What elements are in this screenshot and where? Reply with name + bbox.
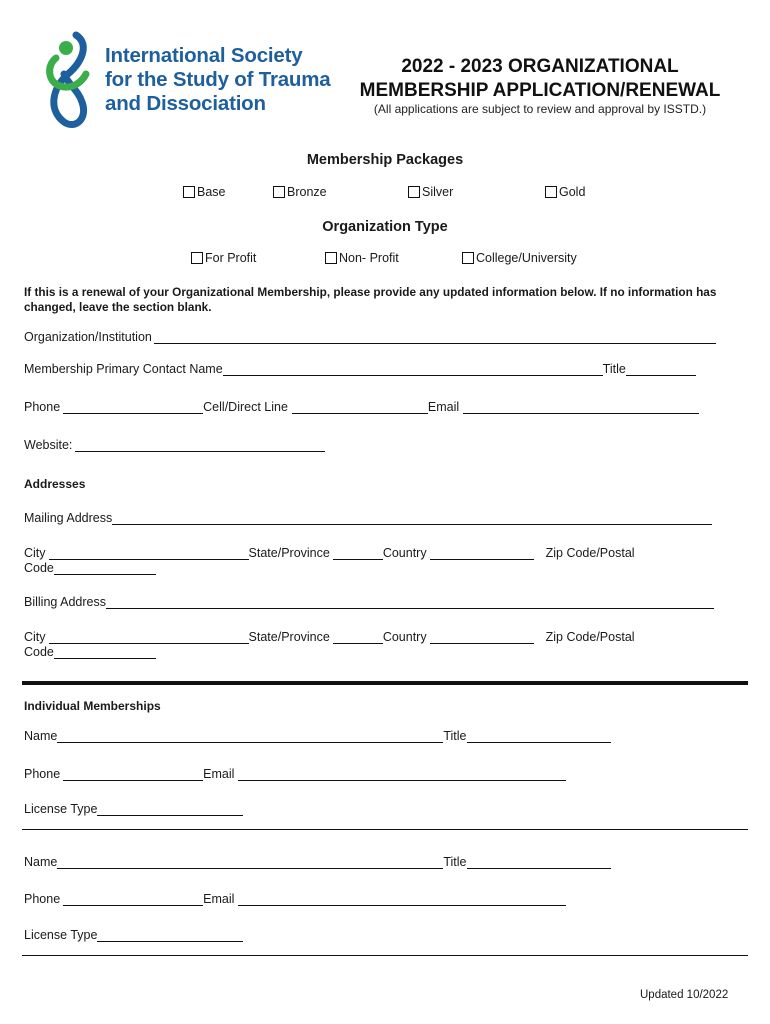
country-input-line[interactable] xyxy=(430,547,534,560)
phone-row[interactable] xyxy=(24,400,699,414)
renewal-instructions: If this is a renewal of your Organizational Membership, please provide any updated information below. If no information has changed, leave the section blank. xyxy=(24,285,717,314)
organization-input-line[interactable] xyxy=(154,331,716,344)
city-input-line[interactable] xyxy=(49,547,249,560)
email-label: Email xyxy=(203,892,235,906)
title-input-line[interactable] xyxy=(467,856,611,869)
license-input-line[interactable] xyxy=(97,803,243,816)
form-title-line2: MEMBERSHIP APPLICATION/RENEWAL xyxy=(359,80,721,101)
checkbox-box[interactable] xyxy=(408,186,420,198)
name-input-line[interactable] xyxy=(57,730,443,743)
state-label: State/Province xyxy=(248,546,330,560)
member1-license-row[interactable] xyxy=(24,802,243,816)
phone-label: Phone xyxy=(24,767,61,781)
website-input-line[interactable] xyxy=(75,439,325,452)
title-input-line[interactable] xyxy=(467,730,611,743)
code-label: Code xyxy=(24,561,54,575)
state-input-line[interactable] xyxy=(333,631,383,644)
isstd-logo xyxy=(42,30,332,130)
mailing-code-row[interactable] xyxy=(24,561,156,575)
code-input-line[interactable] xyxy=(54,562,156,575)
title-label: Title xyxy=(443,729,467,743)
state-label: State/Province xyxy=(248,630,330,644)
member1-name-row[interactable] xyxy=(24,729,611,743)
license-label: License Type xyxy=(24,802,98,816)
member2-name-row[interactable] xyxy=(24,855,611,869)
phone-input-line[interactable] xyxy=(63,893,203,906)
member-divider xyxy=(22,829,748,830)
checkbox-gold[interactable] xyxy=(545,185,585,199)
email-input-line[interactable] xyxy=(238,893,566,906)
member2-phone-row[interactable] xyxy=(24,892,566,906)
billing-code-row[interactable] xyxy=(24,645,156,659)
checkbox-label: For Profit xyxy=(205,251,257,265)
contact-name-label: Membership Primary Contact Name xyxy=(24,362,223,376)
org-name-line1: International Society xyxy=(105,44,303,67)
organization-type-heading: Organization Type xyxy=(322,219,448,235)
country-input-line[interactable] xyxy=(430,631,534,644)
checkbox-non-profit[interactable] xyxy=(325,251,399,265)
title-label: Title xyxy=(602,362,626,376)
member-divider xyxy=(22,955,748,956)
individual-memberships-heading: Individual Memberships xyxy=(24,699,161,713)
updated-date: Updated 10/2022 xyxy=(640,989,729,1001)
section-divider xyxy=(22,681,748,685)
state-input-line[interactable] xyxy=(333,547,383,560)
phone-input-line[interactable] xyxy=(63,401,203,414)
title-input-line[interactable] xyxy=(626,363,696,376)
country-label: Country xyxy=(382,630,427,644)
logo-figure-icon xyxy=(42,30,112,130)
email-label: Email xyxy=(427,400,460,414)
checkbox-box[interactable] xyxy=(191,252,203,264)
checkbox-label: Gold xyxy=(559,185,586,199)
organization-field[interactable] xyxy=(24,330,716,344)
country-label: Country xyxy=(382,546,427,560)
checkbox-box[interactable] xyxy=(273,186,285,198)
checkbox-box[interactable] xyxy=(183,186,195,198)
checkbox-box[interactable] xyxy=(325,252,337,264)
code-input-line[interactable] xyxy=(54,646,156,659)
org-name-line3: and Dissociation xyxy=(105,92,266,115)
website-field[interactable] xyxy=(24,438,325,452)
org-name-line2: for the Study of Trauma xyxy=(105,68,331,91)
billing-address-field[interactable] xyxy=(24,595,714,609)
city-label: City xyxy=(24,630,46,644)
cell-label: Cell/Direct Line xyxy=(203,400,288,414)
mailing-city-row[interactable] xyxy=(24,546,635,560)
checkbox-silver[interactable] xyxy=(408,185,453,199)
addresses-heading: Addresses xyxy=(24,477,86,491)
mailing-address-field[interactable] xyxy=(24,511,712,525)
form-subtitle: (All applications are subject to review and approval by ISSTD.) xyxy=(373,102,707,116)
mailing-address-input-line[interactable] xyxy=(112,512,712,525)
billing-address-input-line[interactable] xyxy=(106,596,714,609)
cell-input-line[interactable] xyxy=(292,401,428,414)
checkbox-college-university[interactable] xyxy=(462,251,577,265)
checkbox-base[interactable] xyxy=(183,185,226,199)
name-label: Name xyxy=(24,855,58,869)
phone-label: Phone xyxy=(24,400,61,414)
checkbox-box[interactable] xyxy=(545,186,557,198)
zip-label: Zip Code/Postal xyxy=(545,546,635,560)
website-label: Website: xyxy=(24,438,73,452)
billing-city-row[interactable] xyxy=(24,630,635,644)
form-title-line1: 2022 - 2023 ORGANIZATIONAL xyxy=(401,56,679,77)
mailing-address-label: Mailing Address xyxy=(24,511,113,525)
phone-label: Phone xyxy=(24,892,61,906)
city-input-line[interactable] xyxy=(49,631,249,644)
checkbox-label: Base xyxy=(197,185,226,199)
checkbox-for-profit[interactable] xyxy=(191,251,256,265)
email-label: Email xyxy=(203,767,235,781)
checkbox-label: Bronze xyxy=(287,185,327,199)
name-input-line[interactable] xyxy=(57,856,443,869)
checkbox-label: Non- Profit xyxy=(339,251,399,265)
contact-name-field[interactable] xyxy=(24,362,696,376)
contact-name-input-line[interactable] xyxy=(223,363,603,376)
membership-packages-heading: Membership Packages xyxy=(306,152,464,168)
zip-label: Zip Code/Postal xyxy=(545,630,635,644)
checkbox-box[interactable] xyxy=(462,252,474,264)
code-label: Code xyxy=(24,645,54,659)
billing-address-label: Billing Address xyxy=(24,595,106,609)
title-label: Title xyxy=(443,855,467,869)
license-input-line[interactable] xyxy=(97,929,243,942)
email-input-line[interactable] xyxy=(463,401,699,414)
name-label: Name xyxy=(24,729,58,743)
member1-phone-row[interactable] xyxy=(24,767,566,781)
city-label: City xyxy=(24,546,46,560)
email-input-line[interactable] xyxy=(238,768,566,781)
organization-label: Organization/Institution xyxy=(24,330,152,344)
checkbox-label: College/University xyxy=(476,251,577,265)
checkbox-label: Silver xyxy=(422,185,454,199)
license-label: License Type xyxy=(24,928,98,942)
phone-input-line[interactable] xyxy=(63,768,203,781)
checkbox-bronze[interactable] xyxy=(273,185,327,199)
member2-license-row[interactable] xyxy=(24,928,243,942)
